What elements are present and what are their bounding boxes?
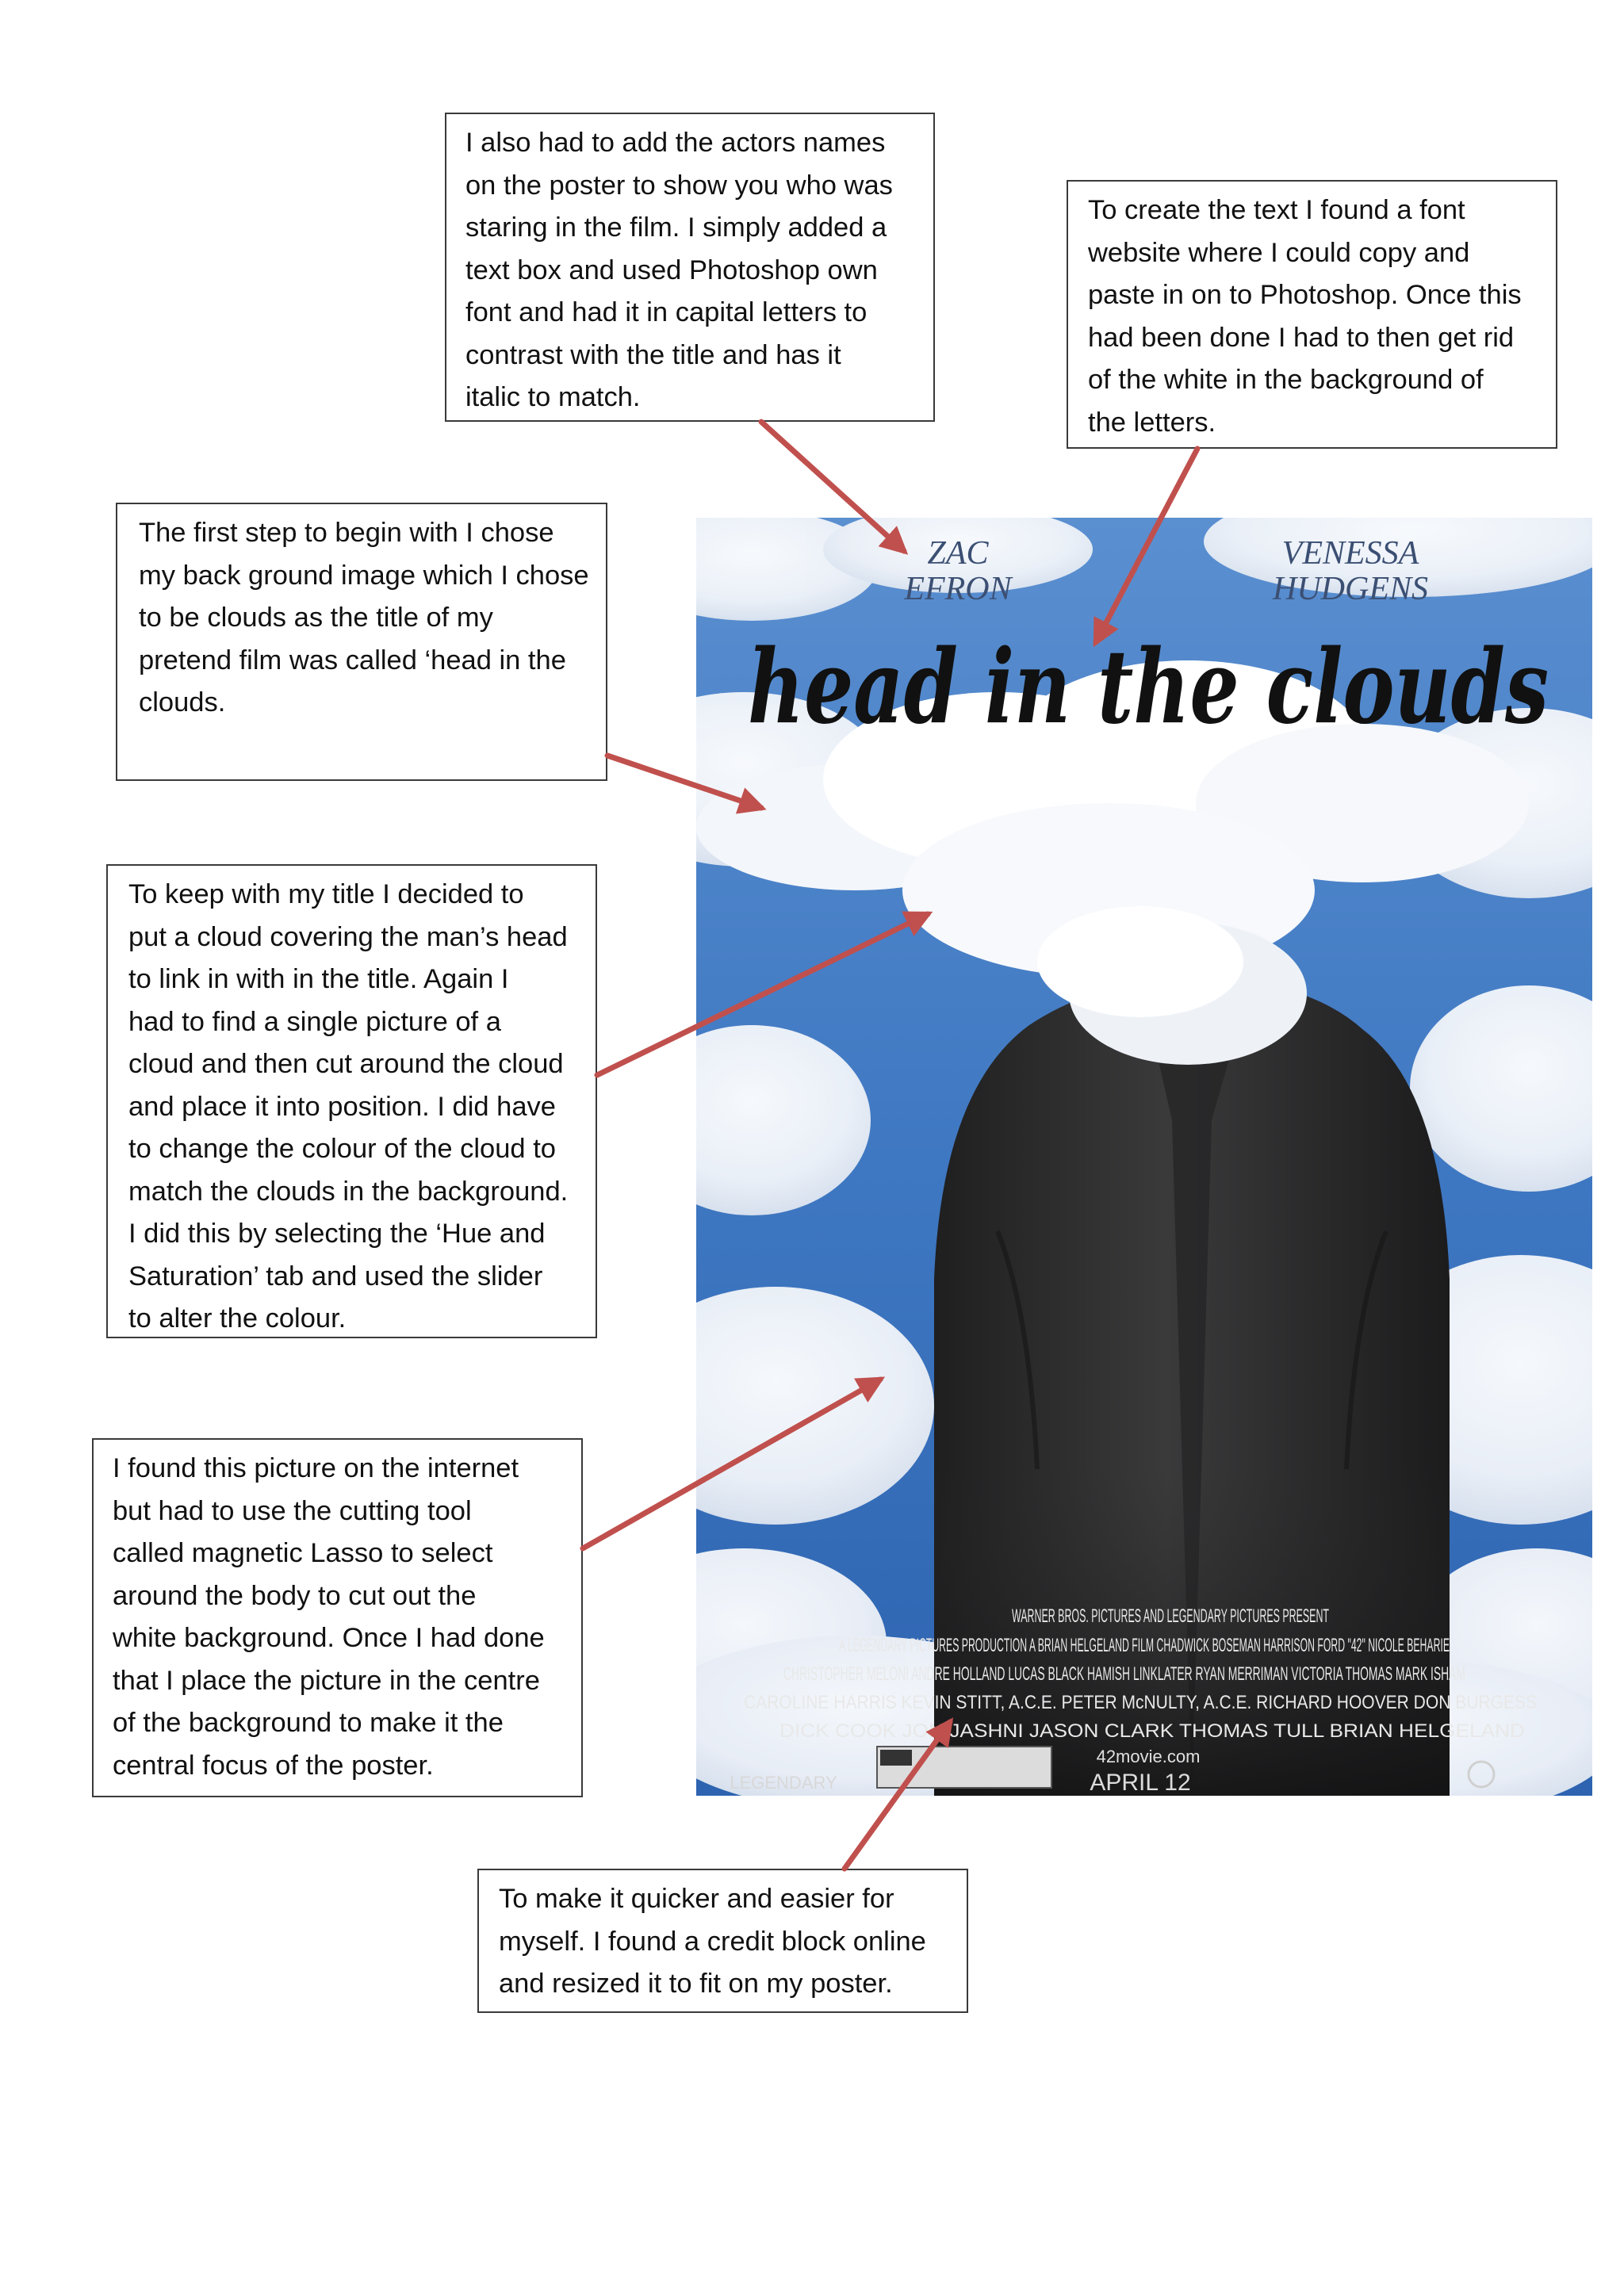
note-background-image: The first step to begin with I chose my back ground image which I chose to be clouds as the title of my pretend film was called ‘head in the clouds. — [116, 503, 607, 781]
note-cloud-over-head: To keep with my title I decided to put a cloud covering the man’s head to link in with in the title. Again I had to find a single picture of a cloud and then cut around the cloud and place it into position. I did have to change the colour of the cloud to match the clouds in the background. I did this by selecting the ‘Hue and Saturation’ tab and used the slider to alter the colour. — [106, 864, 597, 1338]
credit-line-1: A LEGENDARY PICTURES PRODUCTION A BRIAN HELGELAND FILM CHADWICK BOSEMAN HARRISON FORD "42" NICOLE BEHARIE — [839, 1635, 1450, 1656]
actor1-first-name: ZAC — [927, 535, 989, 572]
movie-poster — [696, 518, 1592, 1796]
credit-line-3: CAROLINE HARRIS KEVIN STITT, A.C.E. PETER McNULTY, A.C.E. RICHARD HOOVER DON BURGESS — [744, 1692, 1537, 1713]
actor2-last-name: HUDGENS — [1273, 571, 1428, 607]
website-text: 42movie.com — [1096, 1747, 1201, 1766]
actor2-first-name: VENESSA — [1281, 535, 1419, 572]
note-actors-names: I also had to add the actors names on the poster to show you who was staring in the film. I simply added a text box and used Photoshop own font and had it in capital letters to contrast with the title and has it italic to match. — [445, 113, 935, 422]
poster-title: head in the clouds — [748, 628, 1549, 747]
note-credit-block: To make it quicker and easier for myself. I found a credit block online and resized it to fit on my poster. — [477, 1869, 968, 2013]
actor1-last-name: EFRON — [904, 571, 1012, 607]
presenters-line: WARNER BROS. PICTURES AND LEGENDARY PICTURES PRESENT — [1012, 1605, 1330, 1627]
note-magnetic-lasso: I found this picture on the internet but had to use the cutting tool called magnetic Lasso to select around the body to cut out the white background. Once I had done that I place the picture in the centre of the background to make it the central focus of the poster. — [92, 1438, 583, 1797]
studio-logo: LEGENDARY — [730, 1773, 837, 1793]
note-title-font: To create the text I found a font website where I could copy and paste in on to Photoshop. Once this had been done I had to then get rid of the white in the background of the letters. — [1067, 180, 1557, 449]
credit-line-2: CHRISTOPHER MELONI ANDRE HOLLAND LUCAS BLACK HAMISH LINKLATER RYAN MERRIMAN VICTORIA THOMAS MARK ISHAM — [783, 1663, 1465, 1685]
credit-line-4: DICK COOK JON JASHNI JASON CLARK THOMAS TULL BRIAN HELGELAND — [779, 1720, 1525, 1742]
release-date: APRIL 12 — [1090, 1770, 1191, 1796]
